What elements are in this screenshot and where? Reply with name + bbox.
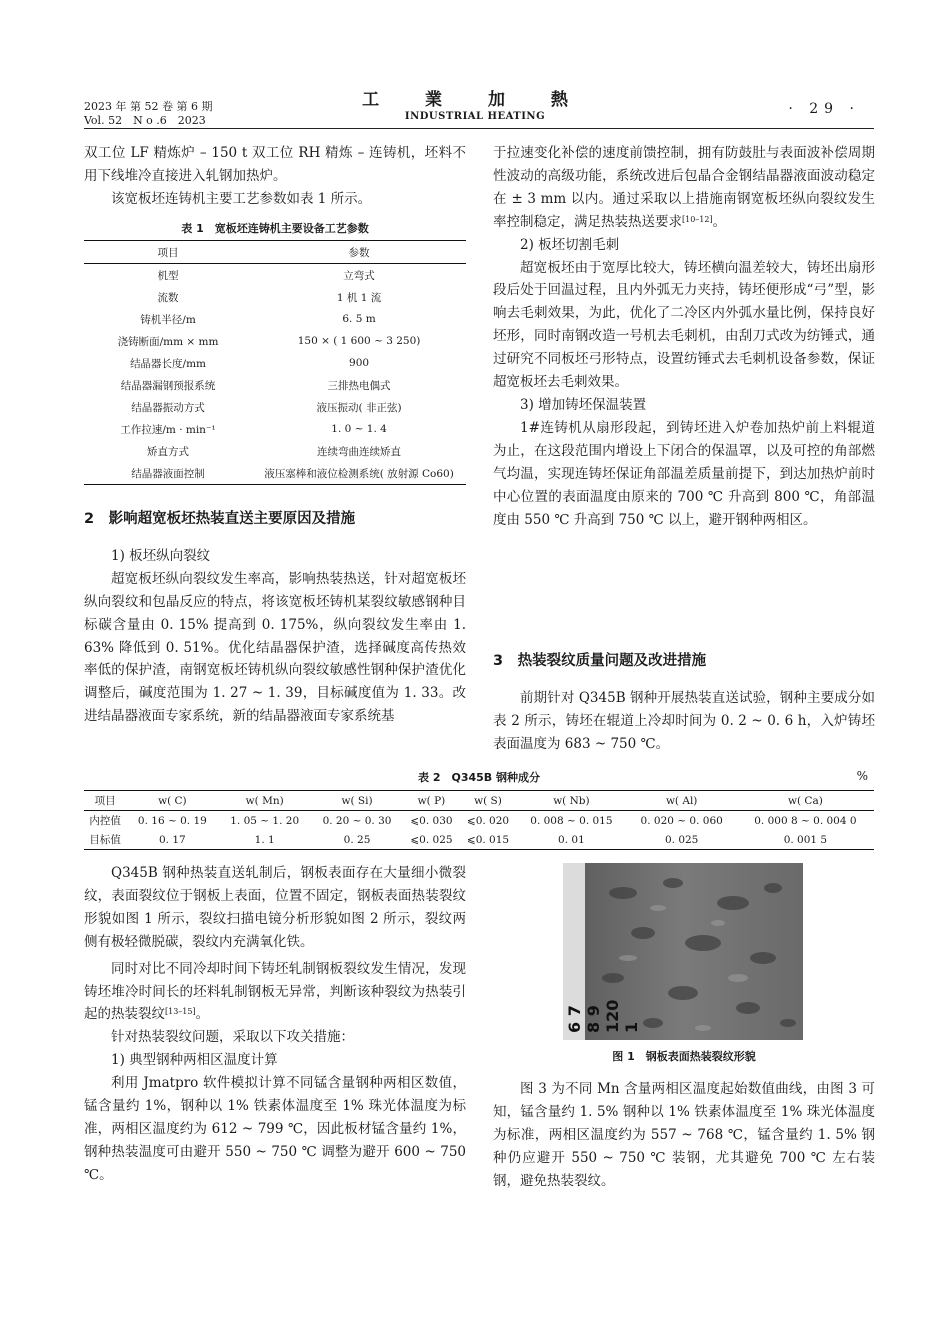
section-heading: 3 热装裂纹质量问题及改进措施 (493, 653, 707, 669)
table-cell: 0. 16 ~ 0. 19 (137, 814, 207, 827)
table-row (84, 374, 466, 396)
right-column-bottom (493, 1078, 875, 1193)
table-cell: 目标值 (89, 834, 121, 846)
table-cell: 150 × ( 1 600 ~ 3 250) (297, 335, 421, 347)
paragraph (84, 958, 466, 1027)
table-cell: 结晶器漏钢预报系统 (120, 379, 216, 392)
table-row (84, 396, 466, 418)
table-cell: 流数 (157, 291, 179, 304)
paragraph: 双工位 LF 精炼炉 – 150 t 双工位 RH 精炼 – 连铸机，坯料不用下线堆冷直接进入轧钢加热炉。 (84, 145, 466, 184)
table-header-row (84, 791, 874, 811)
table-cell: ⩽0. 025 (410, 833, 453, 846)
table-header-cell: w( Nb) (516, 791, 626, 811)
table-row (84, 830, 874, 850)
table-cell: 1 机 1 流 (336, 291, 382, 304)
table-cell: 铸机半径/m (140, 313, 196, 326)
table-cell: 0. 020 ~ 0. 060 (640, 814, 723, 827)
paragraph: 图 3 为不同 Mn 含量两相区温度起始数值曲线，由图 3 可知，锰含量约 1. 5% 钢种以 1% 铁素体温度至 1% 珠光体温度为标准，两相区温度约为 557 ~ 768 ℃，锰含量约 1. 5% 钢种仍应避开 550 ~ 750 ℃ 装钢，尤其避免 700 ℃ 左右装钢，避免热装裂纹。 (493, 1081, 875, 1189)
table-row (84, 286, 466, 308)
table-cell: 连续弯曲连续矫直 (317, 445, 402, 458)
table-cell: 液压塞棒和液位检测系统( 放射源 Co60) (264, 467, 454, 480)
table-cell: 矫直方式 (147, 445, 190, 458)
table-cell: ⩽0. 015 (466, 833, 510, 846)
journal-title-cn: 工 業 加 熱 (362, 90, 588, 110)
table-cell: 6. 5 m (342, 313, 376, 325)
subheading: 1) 板坯纵向裂纹 (111, 547, 211, 564)
subheading: 1) 典型钢种两相区温度计算 (111, 1052, 278, 1069)
table-header-row (84, 241, 466, 264)
paragraph: 1#连铸机从扇形段起，到铸坯进入炉卷加热炉前上料辊道为止，在这段范围内增设上下闭合的保温罩，以及可控的角部燃气均温，实现连铸坯保证角部温差质量前提下，到达加热炉前时中心位置的表面温度由原来的 700 ℃ 升高到 800 ℃，角部温度由 550 ℃ 升高到 750 ℃ 以上，避开钢种两相区。 (493, 419, 875, 528)
subheading: 2) 板坯切割毛刺 (520, 236, 620, 253)
table-cell: 0. 025 (664, 833, 699, 846)
table-header-cell: 参数 (252, 241, 466, 264)
table-cell: 结晶器振动方式 (131, 401, 205, 414)
paragraph-text: 同时对比不同冷却时间下铸坯轧制钢板裂纹发生情况，发现铸坯堆冷时间长的坯料轧制钢板无异常，判断该种裂纹为热装引起的热装裂纹 (84, 960, 466, 1023)
table-row (84, 352, 466, 374)
table-cell: 0. 01 (558, 833, 585, 846)
table-cell: 0. 001 5 (783, 833, 828, 846)
table-header-cell: w( C) (126, 791, 218, 811)
paragraph-end: 。 (712, 213, 727, 230)
scale-ruler (563, 863, 641, 1040)
table-cell: 1. 1 (254, 833, 275, 846)
table-row (84, 811, 874, 831)
table-row (84, 330, 466, 352)
table-cell: 工作拉速/m · min⁻¹ (120, 423, 216, 436)
table2 (84, 790, 874, 850)
issue-line-en: Vol. 52 N o .6 2023 (84, 114, 206, 127)
table-cell: 结晶器液面控制 (131, 467, 205, 480)
table-header-cell: w( Mn) (219, 791, 311, 811)
table-cell: 0. 20 ~ 0. 30 (322, 814, 392, 827)
table-cell: 0. 17 (159, 833, 186, 846)
table-cell: 结晶器长度/mm (130, 357, 207, 370)
subheading: 3) 增加铸坯保温装置 (520, 396, 647, 413)
table-cell: 1. 05 ~ 1. 20 (230, 814, 300, 827)
left-column-section2 (84, 508, 466, 728)
table-header-cell: w( Ca) (737, 791, 874, 811)
table-row (84, 418, 466, 440)
paragraph: 该宽板坯连铸机主要工艺参数如表 1 所示。 (111, 190, 372, 207)
figure1-photo (563, 863, 803, 1040)
table-header-cell: w( S) (460, 791, 517, 811)
table1-caption: 表 1 宽板坯连铸机主要设备工艺参数 (181, 222, 369, 235)
paragraph: Q345B 钢种热装直送轧制后，钢板表面存在大量细小微裂纹，表面裂纹位于钢板上表面，位置不固定，钢板表面热装裂纹形貌如图 1 所示，裂纹扫描电镜分析形貌如图 2 所示，裂纹两侧有极轻微脱碳，裂纹内充满氧化铁。 (84, 865, 466, 950)
table-cell: 液压振动( 非正弦) (316, 401, 402, 414)
table-cell: 机型 (157, 269, 179, 282)
table-row (84, 462, 466, 485)
table2-unit: % (856, 769, 868, 783)
table-cell: 三排热电偶式 (327, 379, 391, 392)
table-row (84, 440, 466, 462)
table-cell: 900 (349, 357, 370, 369)
table-cell: 0. 25 (343, 833, 371, 846)
table2-caption: 表 2 Q345B 钢种成分 (417, 771, 540, 784)
paragraph: 前期针对 Q345B 钢种开展热装直送试验，钢种主要成分如表 2 所示，铸坯在辊道上冷却时间为 0. 2 ~ 0. 6 h，入炉铸坯表面温度为 683 ~ 750 ℃。 (493, 689, 875, 752)
paragraph-end: 。 (195, 1006, 210, 1023)
paragraph: 超宽板坯由于宽厚比较大，铸坯横向温差较大，铸坯出扇形段后处于回温过程，且内外弧无力夹持，铸坯便形成“弓”型，影响去毛刺效果，为此，优化了二冷区内外弧水量比例，保持良好坯形，同时南钢改造一号机去毛刺机，由刮刀式改为纺锤式，通过研究不同板坯弓形特点，设置纺锤式去毛刺机设备参数，保证超宽板坯去毛刺效果。 (493, 259, 875, 391)
paragraph: 超宽板坯纵向裂纹发生率高，影响热装热送，针对超宽板坯纵向裂纹和包晶反应的特点，将该宽板坯铸机某裂纹敏感钢种目标碳含量由 0. 15% 提高到 0. 175%，纵向裂纹发生率由 1. 63% 降低到 0. 51%。优化结晶器保护渣，选择碱度高传热效率低的保护渣，南钢宽板坯铸机纵向裂纹敏感性钢种保护渣优化调整后，碱度范围为 1. 27 ~ 1. 39，目标碱度值为 1. 33。改进结晶器液面专家系统，新的结晶器液面专家系统基 (84, 570, 466, 725)
table-cell: 立弯式 (343, 269, 375, 282)
paragraph-text: 于拉速变化补偿的速度前馈控制，拥有防鼓肚与表面波补偿周期性波动的高级功能，系统改进后包晶合金钢结晶器液面波动稳定在 ± 3 mm 以内。通过采取以上措施南钢宽板坯纵向裂纹发生率控制稳定，满足热装热送要求 (493, 145, 875, 230)
right-column-top (493, 142, 875, 531)
table-cell: 0. 008 ~ 0. 015 (530, 814, 613, 827)
left-column-top (84, 142, 466, 211)
right-column-section3 (493, 650, 875, 756)
table-header-cell: w( Si) (311, 791, 403, 811)
table-header-cell: 项目 (84, 241, 252, 264)
citation: [13–15] (165, 1007, 196, 1017)
table-cell: 1. 0 ~ 1. 4 (331, 423, 387, 435)
figure1-caption: 图 1 钢板表面热装裂纹形貌 (612, 1050, 756, 1063)
table-cell: 内控值 (89, 815, 121, 827)
table-row (84, 264, 466, 287)
paragraph: 针对热装裂纹问题，采取以下攻关措施： (111, 1029, 354, 1046)
table-header-cell: w( P) (403, 791, 460, 811)
paragraph: 利用 Jmatpro 软件模拟计算不同锰含量钢种两相区数值，锰含量约 1%，钢种以 1% 铁素体温度至 1% 珠光体温度为标准，两相区温度约为 612 ~ 799 ℃，因此板材锰含量约 1%，钢种热装温度可由避开 550 ~ 750 ℃ 调整为避开 600 ~ 750 ℃。 (84, 1075, 466, 1183)
page-number: · 29 · (788, 101, 860, 117)
citation: [10–12] (682, 214, 713, 224)
left-column-bottom (84, 862, 466, 1187)
section-heading: 2 影响超宽板坯热装直送主要原因及措施 (84, 511, 356, 527)
table-row (84, 308, 466, 330)
paragraph (493, 142, 875, 234)
issue-line-cn: 2023 年 第 52 卷 第 6 期 (84, 100, 213, 113)
table-cell: ⩽0. 030 (410, 814, 453, 827)
table1 (84, 240, 466, 485)
journal-title-en: INDUSTRIAL HEATING (404, 111, 546, 122)
table-cell: 0. 000 8 ~ 0. 004 0 (754, 814, 857, 827)
table-cell: 浇铸断面/mm × mm (117, 335, 219, 348)
table-cell: ⩽0. 020 (466, 814, 510, 827)
header-rule (84, 128, 874, 129)
ruler-label: 6 7 8 9 120 1 (565, 999, 641, 1033)
table-header-cell: 项目 (84, 791, 126, 811)
table-header-cell: w( Al) (627, 791, 737, 811)
